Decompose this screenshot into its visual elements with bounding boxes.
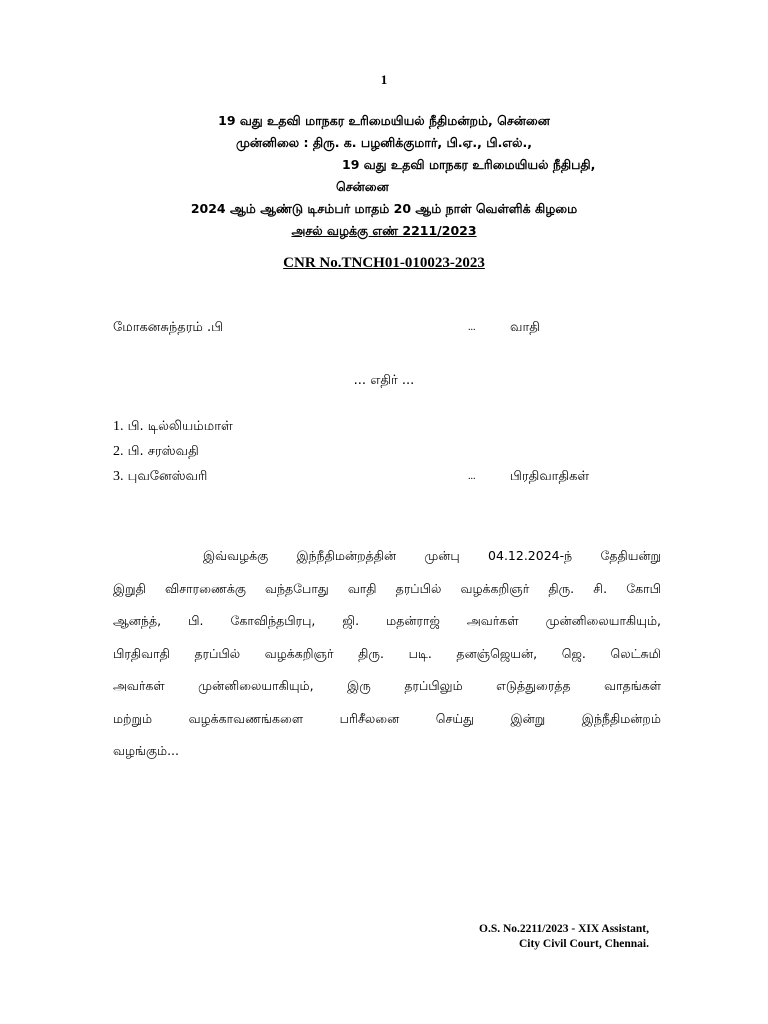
footer-court-line: City Civil Court, Chennai. [518,938,649,950]
defendant-name: புவனேஸ்வரி [127,469,208,484]
defendants-dots: ... [468,471,476,482]
defendant-entry [113,419,233,435]
defendant-row [113,469,653,491]
defendant-entry [113,469,207,485]
suit-number-text: அசல் வழக்கு எண் 2211/2023 [291,223,477,238]
plaintiff-role: வாதி [510,320,540,335]
defendant-name: பி. டில்லியம்மாள் [127,419,233,434]
paragraph-line: இவ்வழக்கு இந்நீதிமன்றத்தின் முன்பு 04.12.2024-ந் தேதியன்று [203,548,661,563]
judge-designation: 19 வது உதவி மாநகர உரிமையியல் நீதிபதி, [342,157,596,172]
paragraph-line: இறுதி விசாரணைக்கு வந்தபோது வாதி தரப்பில் வழக்கறிஞர் திரு. சி. கோபி [113,580,661,596]
paragraph-line: பிரதிவாதி தரப்பில் வழக்கறிஞர் திரு. படி. தனஞ்ஜெயன், ஜெ. லெட்சுமி [113,645,661,661]
paragraph-line: அவர்கள் முன்னிலையாகியும், இரு தரப்பிலும் எடுத்துரைத்த வாதங்கள் [113,678,661,693]
paragraph-line: வழங்கும்... [113,743,179,758]
versus-line: ... எதிர் ... [353,373,415,388]
judgment-date: 2024 ஆம் ஆண்டு டிசம்பர் மாதம் 20 ஆம் நாள் வெள்ளிக் கிழமை [190,201,578,216]
suit-number [0,220,768,242]
court-header [0,110,768,242]
page-number: 1 [380,72,388,87]
plaintiff-name: மோகனசுந்தரம் .பி [113,320,223,335]
court-name: 19 வது உதவி மாநகர உரிமையியல் நீதிமன்றம், சென்னை [218,113,550,128]
defendant-number: 2. [113,444,124,459]
defendants-role: பிரதிவாதிகள் [510,469,590,484]
defendant-number: 3. [113,469,124,484]
footer-case-line: O.S. No.2211/2023 - XIX Assistant, [479,923,649,935]
defendant-row [113,444,653,466]
paragraph-line: மற்றும் வழக்காவணங்களை பரிசீலனை செய்து இன்று இந்நீதிமன்றம் [113,710,661,726]
page-footer [479,922,649,952]
judgment-preamble [113,540,661,768]
plaintiff-row [113,320,653,342]
judge-city: சென்னை [336,179,389,194]
defendant-name: பி. சரஸ்வதி [127,444,199,459]
plaintiff-dots: ... [468,322,476,333]
defendant-entry [113,444,199,460]
presiding-officer: முன்னிலை : திரு. க. பழனிக்குமார், பி.ஏ., பி.எல்., [236,135,532,150]
cnr-number: CNR No.TNCH01-010023-2023 [283,255,485,271]
defendant-row [113,419,653,441]
paragraph-line: ஆனந்த், பி. கோவிந்தபிரபு, ஜி. மதன்ராஜ் அவர்கள் முன்னிலையாகியும், [113,613,661,628]
defendant-number: 1. [113,419,124,434]
